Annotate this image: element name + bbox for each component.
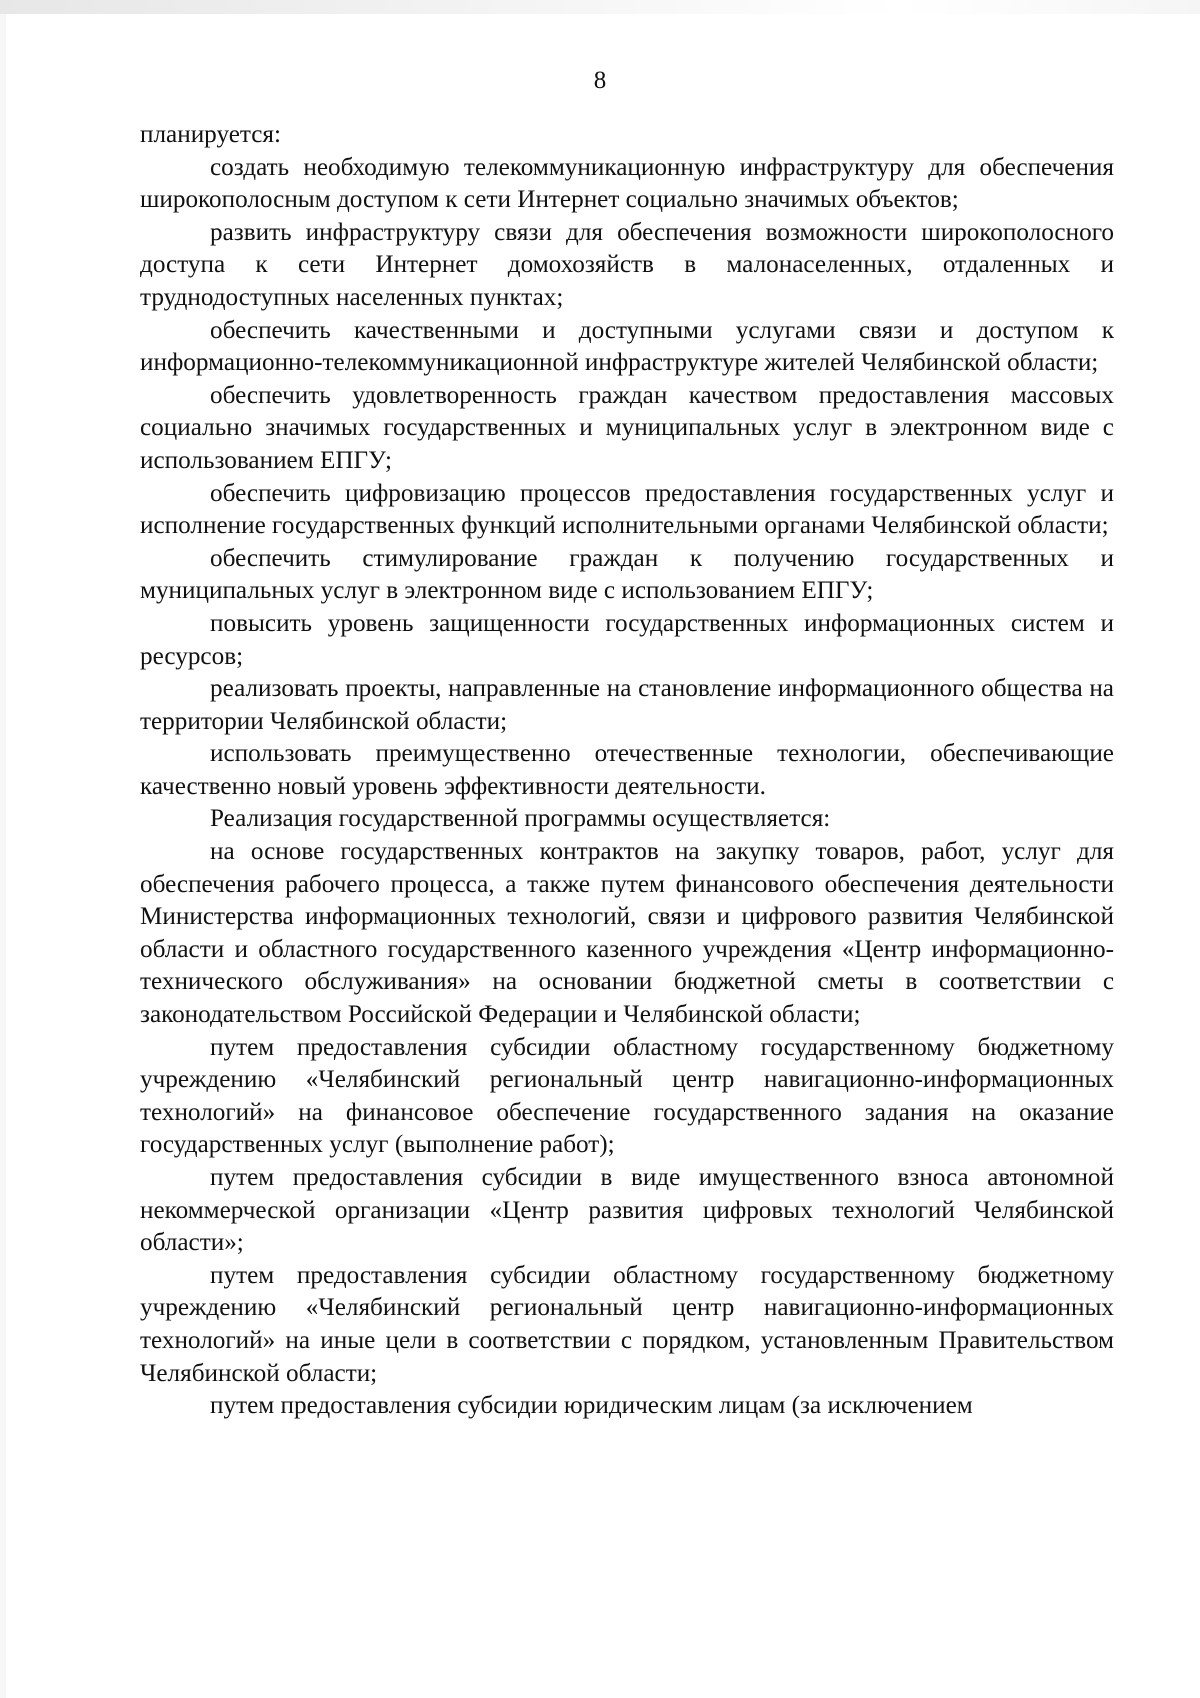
paragraph-intro: планируется: [140, 121, 281, 148]
paragraph: путем предоставления субсидии областному государственному бюджетному учреждению «Челябинский региональный центр навигационно-информационных технологий» на финансовое обеспечение государственного задания на оказание государственных услуг (выполнение работ); [140, 1033, 1114, 1159]
page-number: 8 [593, 67, 607, 94]
scan-edge-left [0, 14, 6, 1698]
paragraph: обеспечить цифровизацию процессов предоставления государственных услуг и исполнение государственных функций исполнительными органами Челябинской области; [140, 479, 1114, 540]
paragraph: Реализация государственной программы осуществляется: [210, 805, 831, 833]
paragraph: реализовать проекты, направленные на становление информационного общества на территории Челябинской области; [140, 675, 1114, 735]
paragraph: обеспечить качественными и доступными услугами связи и доступом к информационно-телекоммуникационной инфраструктуре жителей Челябинской области; [140, 316, 1114, 377]
paragraph: использовать преимущественно отечественные технологии, обеспечивающие качественно новый уровень эффективности деятельности. [140, 740, 1114, 800]
paragraph: путем предоставления субсидии в виде имущественного взноса автономной некоммерческой организации «Центр развития цифровых технологий Челябинской области»; [140, 1164, 1114, 1257]
paragraph: путем предоставления субсидии областному государственному бюджетному учреждению «Челябинский региональный центр навигационно-информационных технологий» на иные цели в соответствии с порядком, установленным Правительством Челябинской области; [140, 1261, 1114, 1387]
document-body [140, 119, 1114, 1423]
paragraph: повысить уровень защищенности государственных информационных систем и ресурсов; [140, 609, 1114, 670]
paragraph: обеспечить удовлетворенность граждан качеством предоставления массовых социально значимых государственных и муниципальных услуг в электронном виде с использованием ЕПГУ; [140, 381, 1114, 474]
paragraph: путем предоставления субсидии юридическим лицам (за исключением [210, 1392, 973, 1420]
paragraph: на основе государственных контрактов на закупку товаров, работ, услуг для обеспечения рабочего процесса, а также путем финансового обеспечения деятельности Министерства информационных технологий, связи и цифрового развития Челябинской области и областного государственного казенного учреждения «Центр информационно-технического обслуживания» на основании бюджетной сметы в соответствии с законодательством Российской Федерации и Челябинской области; [140, 838, 1114, 1029]
paragraph: развить инфраструктуру связи для обеспечения возможности широкополосного доступа к сети Интернет домохозяйств в малонаселенных, отдаленных и труднодоступных населенных пунктах; [140, 218, 1114, 311]
paragraph: создать необходимую телекоммуникационную инфраструктуру для обеспечения широкополосным доступом к сети Интернет социально значимых объектов; [140, 153, 1114, 214]
paragraph: обеспечить стимулирование граждан к получению государственных и муниципальных услуг в электронном виде с использованием ЕПГУ; [140, 544, 1114, 605]
scan-edge-top [0, 0, 1200, 14]
